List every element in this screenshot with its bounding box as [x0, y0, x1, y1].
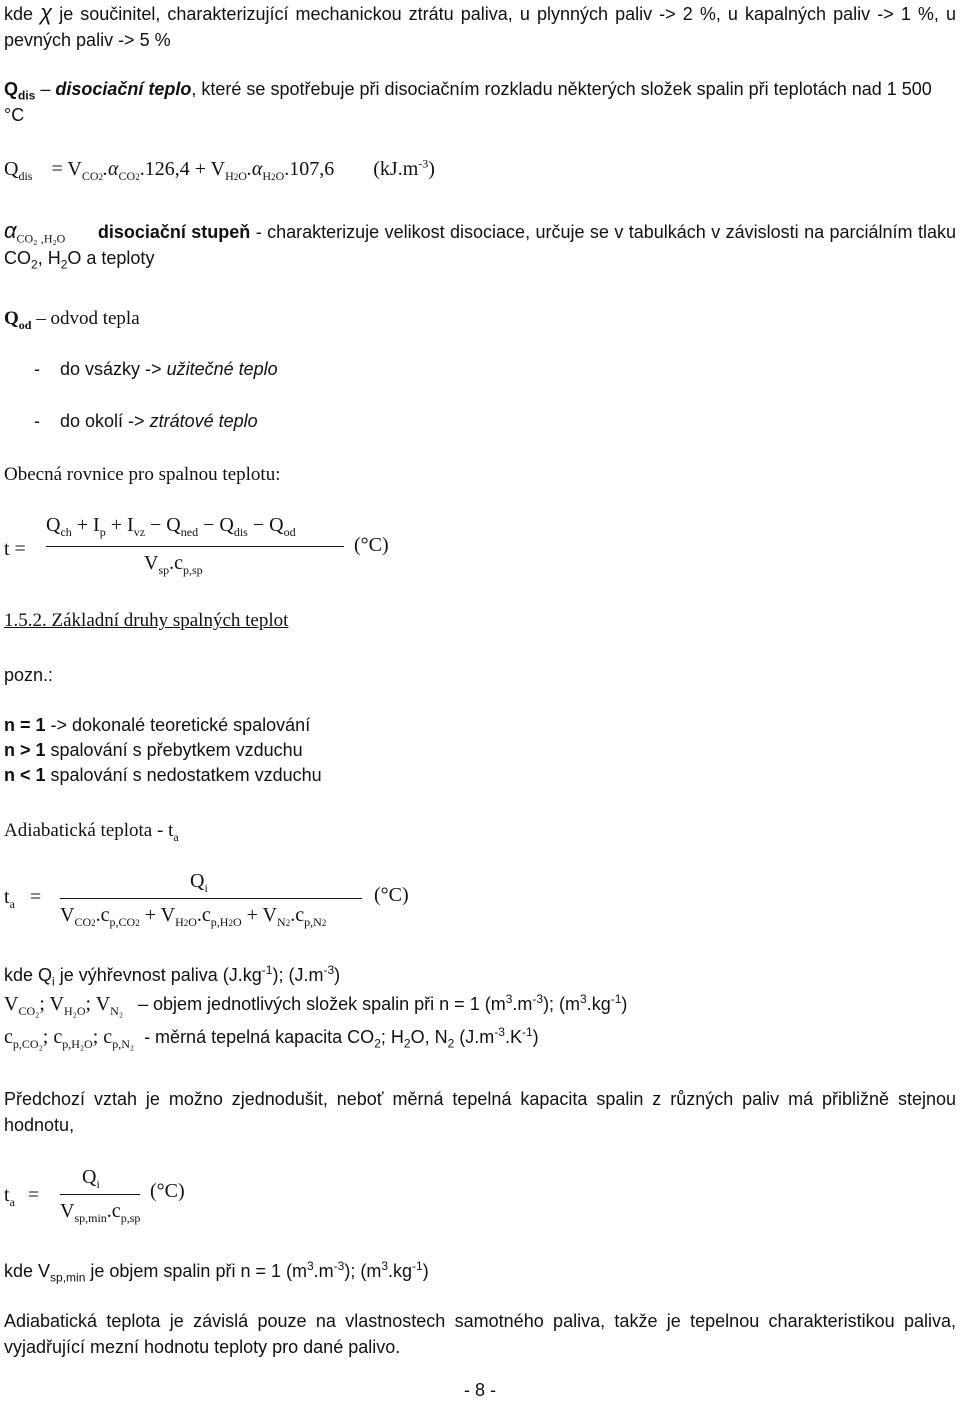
- qdis-equation: $Q_{dis} = V_{CO2}.\alpha_{CO2}.126,4 + V_{H2O}.\alpha_{H2O}.107,6$ $(kJ.m^{-3})$: [4, 156, 435, 183]
- chi-symbol: χ: [40, 0, 53, 25]
- eq2-unit: (°C): [354, 534, 389, 556]
- n-line: n > 1 spalování s přebytkem vzduchu: [4, 740, 303, 760]
- alpha-definition: $\alpha_{CO_2 ,H_2O}$ disociační stupeň - charakterizuje velikost disociace, určuje se v tabulkách v závislosti na parciálním tlaku $CO_2$, $H_2O$ a teploty: [4, 218, 956, 272]
- obecna-rovnice: Obecná rovnice pro spalnou teplotu:: [4, 464, 281, 485]
- section-heading: 1.5.2. Základní druhy spalných teplot: [4, 610, 289, 631]
- chi-paragraph: kde χ je součinitel, charakterizující mechanickou ztrátu paliva, u plynných paliv -> 2 %, u kapalných paliv -> 1 %, u pevných paliv -> 5 %: [4, 0, 956, 50]
- kde-v-line: $V_{CO_2}$; $V_{H_2O}$; $V_{N_2}$ – objem jednotlivých složek spalin při n = 1 $(m^3.m^{-3})$; $(m^3.kg^{-1})$: [4, 992, 628, 1018]
- kde-vsp-line: kde $V_{sp,min}$ je objem spalin při n = 1 $(m^3.m^{-3})$; $(m^3.kg^{-1})$: [4, 1259, 429, 1285]
- eq3-numerator: $Q_i$: [190, 870, 208, 895]
- page-number: - 8 -: [463, 1380, 496, 1400]
- pozn-label: pozn.:: [4, 665, 54, 685]
- list-item: - do vsázky -> užitečné teplo: [34, 359, 278, 379]
- predchozi-paragraph: Předchozí vztah je možno zjednodušit, neboť měrná tepelná kapacita spalin z různých paliv má přibližně stejnou hodnotu,: [4, 1089, 956, 1135]
- n-line: n = 1 -> dokonalé teoretické spalování: [4, 715, 311, 735]
- eq2-numerator: $Q_{ch} + I_p + I_{vz} - Q_{ned} - Q_{dis} - Q_{od}$: [46, 514, 296, 539]
- kde-c-line: $c_{p,CO_2}$; $c_{p,H_2O}$; $c_{p,N_2}$ - měrná tepelná kapacita $CO_2$; $H_2O$, $N_2$ $(J.m^{-3}.K^{-1})$: [4, 1025, 539, 1051]
- final-paragraph: Adiabatická teplota je závislá pouze na vlastnostech samotného paliva, takže je tepelnou charakteristikou paliva, vyjadřující mezní hodnotu teploty pro dané palivo.: [4, 1311, 956, 1357]
- eq2-fraction-bar: [46, 546, 344, 547]
- kde-qi-line: kde $Q_i$ je výhřevnost paliva $(J.kg^{-1})$; $(J.m^{-3})$: [4, 963, 341, 989]
- eq4-unit: (°C): [150, 1180, 185, 1202]
- eq4-numerator: $Q_i$: [82, 1166, 100, 1191]
- list-item: - do okolí -> ztrátové teplo: [34, 411, 258, 431]
- eq3-denominator: $V_{CO2}.c_{p,CO2} + V_{H2O}.c_{p,H2O} + V_{N2}.c_{p,N2}$: [60, 904, 327, 929]
- adiabaticka-heading: Adiabatická teplota - $t_a$: [4, 820, 179, 844]
- qdis-definition: $Q_{dis}$ – disociační teplo, které se spotřebuje při disociačním rozkladu některých složek spalin při teplotách nad 1 500 °C: [4, 79, 932, 125]
- eq2-lhs: t =: [4, 538, 26, 560]
- eq4-fraction-bar: [60, 1194, 140, 1195]
- eq3-fraction-bar: [60, 898, 362, 899]
- eq2-denominator: $V_{sp}.c_{p,sp}$: [144, 552, 203, 577]
- n-line: n < 1 spalování s nedostatkem vzduchu: [4, 765, 322, 785]
- eq3-unit: (°C): [374, 884, 409, 906]
- eq4-lhs: $t_a$ =: [4, 1184, 40, 1209]
- eq4-denominator: $V_{sp,min}.c_{p,sp}$: [60, 1200, 141, 1225]
- qod-definition: $Q_{od}$ – odvod tepla: [4, 308, 140, 332]
- eq3-lhs: $t_a$ =: [4, 886, 42, 911]
